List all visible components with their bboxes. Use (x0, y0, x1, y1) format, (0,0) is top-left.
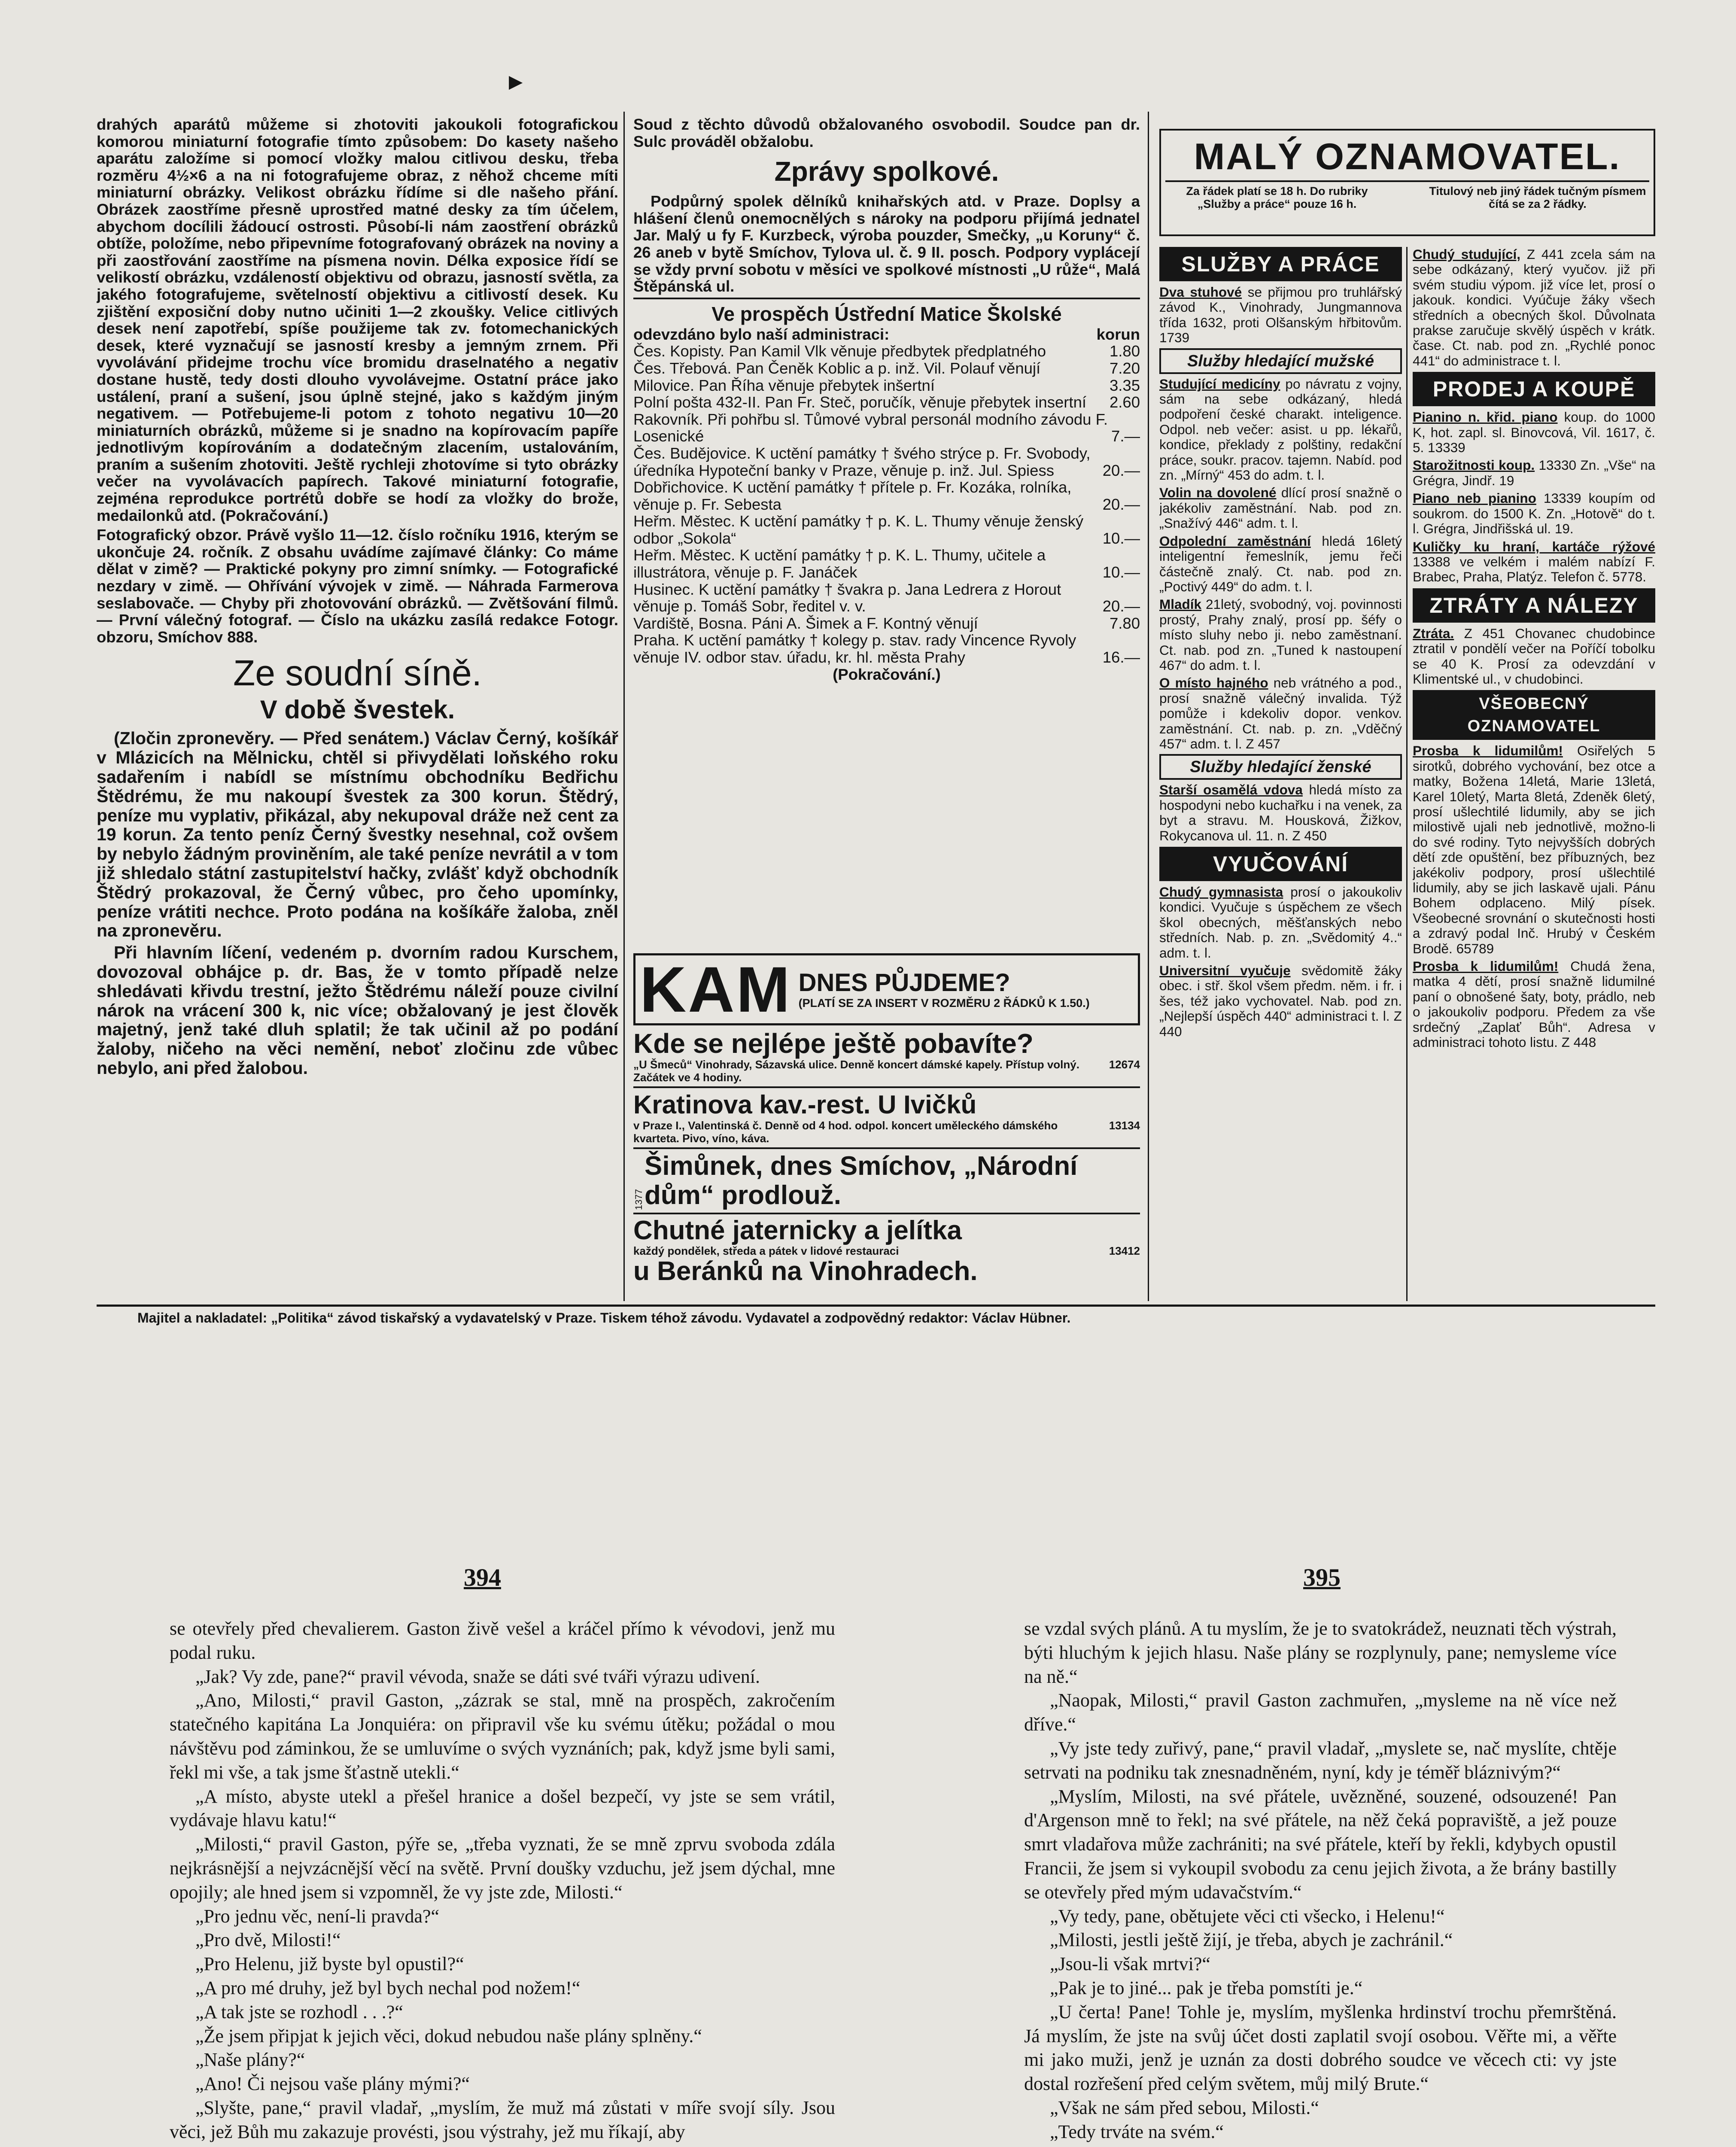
ad-prosba-1-head: Prosba k lidumilům! (1413, 743, 1563, 759)
donation-amount: 1.80 (1109, 342, 1140, 360)
left-para-10: „A tak jste se rozhodl . . .?“ (195, 2001, 403, 2022)
publisher-line: Majitel a nakladatel: „Politika“ závod tiskařský a vydavatelský v Praze. Tiskem téhož závodu. Vydavatel a zodpovědný redaktor: Václav Hübner. (137, 1310, 1071, 1326)
right-para-11: „Tedy trváte na svém.“ (1050, 2121, 1224, 2142)
section-services: SLUŽBY A PRÁCE (1159, 247, 1402, 281)
ad-afternoon (1159, 534, 1402, 595)
matice-unit-label: korun (1096, 325, 1140, 343)
ad-marbles (1413, 539, 1655, 585)
ad-vdova-text: hledá místo za hospodyni nebo kuchařku i na venek, za byt a stravu. M. Housková, Žižkov, Rokycanova ul. 11. n. (1159, 782, 1402, 843)
left-para-5: „Milosti,“ pravil Gaston, pýře se, „třeba vyznati, že se mně zprvu svoboda zdála nejkrásnější a nejvzácnější věcí na světě. První doušky vzduchu, jež jsem dýchal, mne opojily; ale hned jsem si vzpomněl, že vy jste zde, Milosti.“ (170, 1834, 835, 1903)
ad-mladik-head: Mladík (1159, 596, 1202, 612)
ad-jaternicky-text: každý pondělek, středa a pátek v lidové restauraci (633, 1244, 899, 1257)
right-para-10: „Však ne sám před sebou, Milosti.“ (1050, 2097, 1319, 2118)
donations-list (633, 343, 1140, 666)
left-para-7: „Pro dvě, Milosti!“ (195, 1929, 341, 1951)
ad-ztrata-text: Chovanec chudobince ztratil v pondělí večer na Poříčí tobolku se 40 K. Prosí za odevzdání v Klimentské ul., v chudobinci. (1413, 625, 1655, 687)
ad-student-text: zcela sám na sebe odkázaný, který vyučov. již při svém studiu výpom. již více let, prosí o jakouk. kondici. Vyúčuje žáky všech středních a obecných škol. Důvolnata prakse zaručuje skvělý úspěch v krátk. čase. Ct. nab. pod zn. „Rychlé ponoc 441“ do administrace t. l. (1413, 247, 1655, 368)
ad-ztrata (1413, 626, 1655, 687)
ad-pianino (1413, 410, 1655, 455)
donation-row (633, 411, 1140, 445)
ad-mladik-text: 21letý, svobodný, voj. povinnosti prostý, Prahy znalý, prosí pp. šéfy o místo sluhy nebo ji. nebo zaměstnaní. Ct. nab. pod zn. „Tuned k nastoupení 467“ do adm. t. l. (1159, 596, 1402, 673)
ad-hajny (1159, 675, 1402, 751)
donation-text: Vardiště, Bosna. Páni A. Šimek a F. Kontný věnují (633, 614, 978, 632)
ad-afternoon-head: Odpolední zaměstnání (1159, 533, 1311, 549)
book-page-right (1024, 1617, 1617, 2147)
donation-amount: 10.— (1102, 529, 1140, 547)
ad-kratina-title: Kratinova kav.-rest. U Ivičků (633, 1090, 977, 1119)
donations-continued: (Pokračování.) (833, 665, 941, 683)
column-rule-3 (1406, 247, 1408, 1301)
donation-amount: 3.35 (1109, 376, 1140, 394)
clubs-notice: Podpůrný spolek dělníků knihařských atd. v Praze. Doplsy a hlášení členů onemocnělých s nároky na podporu přijímá jednatel Jar. Malý u fy F. Kurzbeck, výroba pouzder, Smečky, „u Koruny“ č. 26 aneb v bytě Smíchov, Tylova ul. č. 9 II. posch. Podpory vyplácejí se vždy první sobotu v měsíci ve spolkové místnosti „U růže“, Malá Štěpánská ul. (633, 192, 1140, 295)
ad-piano-text: koupím od soukrom. do 1500 K. Zn. „Hotově“ do t. l. Grégra, Jindřišská ul. 19. (1413, 490, 1655, 537)
ad-universitni-number: Z 440 (1159, 1008, 1402, 1039)
ad-pianino-text: koup. do 1000 K, hot. zapl. sl. Binovcová, Vil. 1617, č. 5. (1413, 409, 1655, 456)
ad-volin-text: dlící prosí snažně o jakékoliv zaměstnání. Nab. pod zn. „Snažívý 446“ adm. t. l. (1159, 485, 1402, 531)
verdict-text: Soud z těchto důvodů obžalovaného osvobodil. Soudce pan dr. Sulc prováděl obžalobu. (633, 116, 1140, 150)
ad-jaternicky-number: 13412 (1109, 1244, 1140, 1257)
left-para-3: „Ano, Milosti,“ pravil Gaston, „zázrak se stal, mně na prospěch, zakročením statečného kapitána La Jonquiéra: on připravil vše ku svému útěku; požádal o mou návštěvu pod záminkou, že se umluvíme o svých vyznáních; pak, když jsme byli sami, řekl mi vše, a tak jsme šťastně utekli.“ (170, 1690, 835, 1783)
ad-simunek-title: Šimůnek, dnes Smíchov, „Národní dům“ prodlouž. (645, 1151, 1078, 1210)
donation-amount: 20.— (1102, 461, 1140, 479)
donation-amount: 20.— (1102, 597, 1140, 615)
right-para-7: „Jsou-li však mrtvi?“ (1050, 1953, 1210, 1975)
kam-header (633, 953, 1140, 1025)
ad-gymnasista-text: prosí o jakoukoliv kondici. Vyučuje s úspěchem ze všech škol obecných, měšťanských nebo středních. Nab. p. zn. „Svědomitý 4..“ adm. t. l. (1159, 884, 1402, 961)
ad-kratina-number: 13134 (1109, 1119, 1140, 1132)
ad-simunek-side: 1377 (633, 1189, 644, 1210)
column-photo-court (97, 116, 618, 1314)
right-para-3: „Vy jste tedy zuřivý, pane,“ pravil vladař, „myslete se, nač myslíte, chtěje setrvati na podniku tak znesnadněném, nyní, kdy je téměř bláznivým?“ (1024, 1737, 1617, 1783)
photo-article-para1: drahých aparátů můžeme si zhotoviti jakoukoli fotografickou komorou miniaturní fotografie tímto způsobem: Do kasety našeho aparátu založíme si pomocí vložky malou citlivou desku, třeba rozměru 4½×6 a na ni fotografujeme obraz, z něhož chceme míti miniaturní obrázky. Velikost obrázku řídíme si dle našeho přání. Obrázek zaostříme přesně uprostřed matné desky za tím účelem, abychom docílili žádoucí ostrosti. Působí-li nám zaostření obrázků obtíže, položíme, nebo připevníme fotografovaný obrázek na noviny a při zaostřování zaostříme na písmena novin. Délka exposice řídí se velikostí obrázku, vzdáleností objektivu od obrazu, jasností světla, za jakého fotografujeme, světelností objektivu a citlivostí desek. Ku zjištění exposiční doby nutno učiniti 1—2 zkoušky. Velice citlivých desek není zapotřebí, spíše použijeme tak zv. fotomechanických desek, které vyznačují se jasností kresby a jemným zrnem. Při vyvolávání přidejme trochu více bromidu draselnatého a negativ dostane hustě, tedy dosti dlouho vyvolávejme. Ostatní práce jako ustálení, praní a sušení, jsou úplně stejné, jako s každým jiným negativem. — Potřebujeme-li potom z tohoto negativu 10—20 miniaturních obrázků, můžeme si je snadno na kopírovacím papíře jednotlivým kopírováním a dodatečným zlacením, ustalováním, praním a sušením zhotoviti. Ještě rychleji zhotovíme si tyto obrázky večer na vyvolávacích papírech. Takové miniaturní fotografie, zejména reprodukce portrétů dobře se hodí za vložky do brože, medailonků atd. (Pokračování.) (97, 116, 618, 524)
donation-text: Husinec. K uctění památky † švakra p. Jana Ledrera z Horout věnuje p. Tomáš Sobr, ředitel v. v. (633, 580, 1061, 615)
ad-kratina (633, 1091, 1140, 1145)
ad-jaternicky-title: Chutné jaternicky a jelítka (633, 1216, 962, 1245)
right-para-4: „Myslím, Milosti, na své přátele, uvězněné, souzené, odsouzené! Pan d'Argenson mně to řekl; na své přátele, na něž čeká popraviště, a jež pouze smrt vladařova může zachrániti; na své přátele, kteří by řekli, kdybych opustil Francii, že jsem si vykoupil svobodu za cenu jejich života, a že brány bastilly se otevřely před mým udavačstvím.“ (1024, 1785, 1617, 1903)
kam-sub (799, 969, 1090, 1010)
ad-medic (1159, 377, 1402, 483)
donation-amount: 7.80 (1109, 614, 1140, 632)
ad-hajny-head: O místo hajného (1159, 675, 1268, 691)
donation-amount: 20.— (1102, 495, 1140, 513)
donation-text: Čes. Třebová. Pan Čeněk Koblic a p. inž. Vil. Polauf věnují (633, 359, 1041, 377)
ad-marbles-text: ve velkém i malém nabízí F. Brabec, Praha, Platýz. Telefon č. 5778. (1413, 553, 1655, 585)
ad-student-head: Chudý studující, (1413, 247, 1521, 262)
right-para-5: „Vy tedy, pane, obětujete věci cti všecko, i Helenu!“ (1050, 1905, 1445, 1927)
ad-smecu (633, 1029, 1140, 1084)
ad-medic-text: po návratu z vojny, sám na sebe odkázaný, hledá podpoření české charakt. inteligence. Odpol. neb večer: asist. u pp. lékařů, kondice, překlady z polštiny, redakční práce, soukr. pracov. tajemn. Nabíd. pod zn. „Mírný“ 453 do adm. t. l. (1159, 376, 1402, 483)
ad-vdova (1159, 782, 1402, 843)
ad-kratina-body (633, 1119, 1140, 1145)
court-article-para2: Při hlavním líčení, vedeném p. dvorním radou Kurschem, dovozoval obhájce p. dr. Bas, že v tomto případě nelze shledávati křivdu trestní, ježto Štědrému náleží pouze civilní nárok na vrácení 300 k, nic více; obžalovaný je jest člověk majetný, jenž také dluh splatil; že tak učinil až po podání žaloby, ničeho na věci nemění, neboť zločinu zde vůbec nebylo, ani před žalobou. (97, 943, 618, 1078)
kam-question: DNES PŮJDEME? (798, 969, 1010, 997)
ad-hajny-text: neb vrátného a pod., prosí snažně válečný invalida. Týž pomůže i kdekoliv dopor. venkov. zaměstnání. Ct. nab. p. zn. „Vděčný 457“ adm. t. l. (1159, 675, 1402, 751)
ad-prosba-2 (1413, 959, 1655, 1050)
ad-medic-head: Studující medicíny (1159, 376, 1280, 392)
donation-text: Praha. K uctění památky † kolegy p. stav. rady Vincence Ryvoly věnuje IV. odbor stav. úřadu, kr. hl. města Prahy (633, 631, 1076, 666)
ad-afternoon-text: hledá 16letý inteligentní řemeslník, jemu řeči částečně znalý. Ct. nab. pod zn. „Poctivý 449“ do adm. t. l. (1159, 533, 1402, 594)
left-para-11: „Že jsem připjat k jejich věci, dokud nebudou naše plány splněny.“ (195, 2025, 702, 2047)
column-clubs-matice (633, 116, 1140, 936)
page-number-right: 395 (1303, 1563, 1341, 1591)
ad-smecu-body (633, 1058, 1140, 1084)
kam-price-note: (PLATÍ SE ZA INSERT V ROZMĚRU 2 ŘÁDKŮ K 1.50.) (798, 997, 1090, 1010)
ad-marbles-head: Kuličky ku hraní, kartáče rýžové (1413, 538, 1655, 554)
right-para-1: se vzdal svých plánů. A tu myslím, že je to svatokrádež, neuznati těch výstrah, býti hluchým k jejich hlasu. Naše plány se rozplynuly, pane; nemysleme více na ně.“ (1024, 1618, 1617, 1687)
matice-rule (633, 298, 1140, 299)
donation-row (633, 394, 1140, 411)
ad-universitni (1159, 963, 1402, 1039)
donation-row (633, 581, 1140, 615)
ad-student (1413, 247, 1655, 368)
ad-antiques-text: Zn. „Vše“ na Grégra, Jindř. 19 (1413, 457, 1655, 488)
left-para-4: „A místo, abyste utekl a přešel hranice a došel bezpečí, vy jste se sem vrátil, vydávaje hlavu katu!“ (170, 1785, 835, 1831)
donation-row (633, 615, 1140, 632)
ad-jaternicky-body (633, 1244, 1140, 1257)
ad-smecu-text: „U Šmeců“ Vinohrady, Sázavská ulice. Denně koncert dámské kapely. Přístup volný. Začátek ve 4 hodiny. (633, 1058, 1079, 1084)
donation-row (633, 343, 1140, 360)
donation-row (633, 632, 1140, 666)
ad-ztrata-head: Ztráta. (1413, 625, 1454, 641)
sub-men-seeking: Služby hledající mužské (1159, 348, 1402, 374)
ad-antiques (1413, 458, 1655, 488)
page-number-left: 394 (464, 1563, 501, 1591)
masthead-rate-right: Titulový neb jiný řádek tučným písmem čítá se za 2 řádky. (1429, 185, 1646, 210)
left-para-12: „Naše plány?“ (195, 2049, 305, 2071)
donation-amount: 16.— (1102, 648, 1140, 666)
clubs-heading: Zprávy spolkové. (774, 156, 999, 187)
donation-text: Dobřichovice. K uctění památky † přítele p. Fr. Kozáka, rolníka, věnuje p. Fr. Sebesta (633, 478, 1072, 513)
column-classifieds-a (1159, 247, 1402, 1303)
section-buy-sell: PRODEJ A KOUPĚ (1413, 372, 1655, 406)
ad-prosba-1-text: Osiřelých 5 sirotků, dobrého vychování, bez otce a matky, Božena 14letá, Marie 13letá, Karel 10letý, Marta 8letá, Zdeněk 6letý, prosí ušlechtilé lidumily, aby se jich milostivě ujali neb jednotlivě, možno-li do své rodiny. Tyto nejvyšších dobrých dětí zde opuštění, bez příbuzných, bez jakékoliv podpory, prosí ušlechtilé lidumily, aby se jich laskavě ujali. Pánu Bohem odplaceno. Milý písek. Všeobecné srovnání o skutečnosti hosti a zdravý podal Inč. Hrubý v Českém Brodě. (1413, 743, 1655, 956)
section-tutoring: VYUČOVÁNÍ (1159, 847, 1402, 881)
ad-ztrata-number: Z 451 (1464, 625, 1505, 641)
ad-gymnasista (1159, 885, 1402, 961)
ad-simunek (633, 1152, 1140, 1210)
ad-kratina-text: v Praze I., Valentinská č. Denně od 4 hod. odpol. koncert uměleckého dámského kvarteta. Pivo, víno, káva. (633, 1119, 1058, 1145)
left-para-9: „A pro mé druhy, jež byl bych nechal pod nožem!“ (195, 1977, 581, 1998)
donation-text: Milovice. Pan Říha věnuje přebytek inšertní (633, 376, 935, 394)
right-para-9: „U čerta! Pane! Tohle je, myslím, myšlenka hrdinství trochu přemrštěná. Já myslím, že jste na svůj účet dosti zaplatil svojí osobou. Věřte mi, a věřte mi jako muži, jenž je uznán za dosti dobrého soudce ve věcech cti: vy jste dostal rozřešení před celým světem, můj milý Brute.“ (1024, 2001, 1617, 2095)
ad-stuhove-number: 1739 (1159, 330, 1190, 346)
donation-text: Čes. Budějovice. K uctění památky † švého strýce p. Fr. Svobody, úředníka Hypoteční banky v Praze, věnuje p. inž. Jul. Spiess (633, 444, 1091, 479)
kam-big-text: KAM (640, 953, 792, 1025)
ad-antiques-head: Starožitnosti koup. (1413, 457, 1535, 473)
masthead-rates (1165, 185, 1649, 210)
court-article-title: V době švestek. (260, 695, 455, 724)
column-rule-1 (623, 112, 625, 1301)
donation-text: Heřm. Městec. K uctění památky † p. K. L. Thumy věnuje ženský odbor „Sokola“ (633, 512, 1084, 547)
ad-gymnasista-head: Chudý gymnasista (1159, 884, 1283, 900)
ad-pianino-number: 13339 (1428, 440, 1465, 456)
ad-piano-head: Piano neb pianino (1413, 490, 1536, 506)
ad-volin-head: Volin na dovolené (1159, 485, 1277, 501)
ad-piano (1413, 491, 1655, 536)
left-para-13: „Ano! Či nejsou vaše plány mými?“ (195, 2073, 470, 2095)
ad-rule-2 (633, 1147, 1140, 1149)
donation-row (633, 360, 1140, 377)
donation-row (633, 513, 1140, 547)
court-section-heading: Ze soudní síně. (233, 653, 482, 693)
book-page-left (170, 1617, 835, 2147)
ad-piano-number: 13339 (1543, 490, 1581, 506)
court-article-para1: (Zločin zpronevěry. — Před senátem.) Václav Černý, košíkář v Mlázicích na Mělnicku, chtěl si přivydělati loňského roku sadařením i nabídl se místnímu obchodníku Bedřichu Štědrému, že mu nakoupí švestek za 300 korun. Štědrý, peníze mu vyplativ, přikázal, aby nekupoval dráže než cent za 19 korun. Za tento peníz Černý švestky nesehnal, což ovšem by nebylo žádným proviněním, ale také peníze nevrátil a v tom již shledalo státní zastupitelství hačky, zvlášť když obchodník Štědrý prokazoval, že Černý vůbec, pro čeho upomínky, peníze vrátiti nechce. Proto podána na košíkáře žaloba, zněl na zpronevěru. (97, 728, 618, 941)
donation-text: Polní pošta 432-II. Pan Fr. Steč, poručík, věnuje přebytek insertní (633, 393, 1087, 411)
ad-smecu-number: 12674 (1109, 1058, 1140, 1071)
donation-amount: 10.— (1102, 563, 1140, 581)
donation-text: Rakovník. Při pohřbu sl. Tůmové vybral personál modního závodu F. Losenické (633, 410, 1108, 445)
ad-smecu-title: Kde se nejlépe ještě pobavíte? (633, 1028, 1034, 1059)
right-para-6: „Milosti, jestli ještě žijí, je třeba, abych je zachránil.“ (1050, 1929, 1453, 1951)
matice-sub-label: odevzdáno bylo naší administraci: (633, 325, 890, 343)
left-para-6: „Pro jednu věc, není-li pravda?“ (195, 1905, 440, 1927)
ad-vdova-number: Z 450 (1292, 827, 1327, 843)
ad-jaternicky (633, 1217, 1140, 1286)
donation-row (633, 377, 1140, 394)
photo-article-para2: Fotografický obzor. Právě vyšlo 11—12. číslo ročníku 1916, kterým se ukončuje 24. ročník. Z obsahu uvádíme zajímavé články: Co máme dělat v zimě? — Praktické pokyny pro zimní snímky. — Fotografické nezdary v zimě. — Ohřívání vývojek v zimě. — Náhrada Farmerova seslabovače. — Chyby při zhotovování obrázků. — Zvětšování filmů. — První válečný fotograf. — Číslo na ukázku zasílá redakce Fotogr. obzoru, Smíchov 888. (97, 526, 618, 646)
ad-prosba-2-number: Z 448 (1561, 1034, 1596, 1050)
donation-amount: 7.20 (1109, 359, 1140, 377)
donation-row (633, 445, 1140, 479)
ad-jaternicky-place: u Beránků na Vinohradech. (633, 1256, 978, 1286)
ad-prosba-2-text: Chudá žena, matka 4 dětí, prosí snažně lidumilné paní o obnošené šaty, boty, prádlo, neb o jakoukoliv podporu. Předem za vše srdečný „Zaplať Bůh“. Adresa v administraci tohoto listu. (1413, 958, 1655, 1050)
masthead-rate-left: Za řádek platí se 18 h. Do rubriky „Služby a práce“ pouze 16 h. (1186, 185, 1368, 210)
donation-amount: 7.— (1111, 427, 1140, 445)
ad-universitni-head: Universitní vyučuje (1159, 963, 1291, 979)
right-para-2: „Naopak, Milosti,“ pravil Gaston zachmuřen, „mysleme na ně více než dříve.“ (1024, 1690, 1617, 1735)
ad-volin (1159, 485, 1402, 531)
ad-prosba-1-number: 65789 (1456, 940, 1494, 956)
ad-prosba-1 (1413, 743, 1655, 956)
donation-amount: 2.60 (1109, 393, 1140, 411)
ad-rule-3 (633, 1213, 1140, 1214)
ad-stuhove (1159, 285, 1402, 346)
donation-text: Heřm. Městec. K uctění památky † p. K. L. Thumy, učitele a illustrátora, věnuje p. F. Janáček (633, 546, 1046, 581)
ad-prosba-2-head: Prosba k lidumilům! (1413, 958, 1559, 974)
top-mark: ▶ (509, 71, 523, 92)
masthead-title: MALÝ OZNAMOVATEL. (1165, 133, 1649, 182)
ad-rule-1 (633, 1086, 1140, 1088)
ad-stuhove-text: se přijmou pro truhlářský závod K., Vinohrady, Jungmannova třída 1632, proti Olšanským hřbitovům. (1159, 284, 1402, 330)
ad-antiques-number: 13330 (1538, 457, 1577, 473)
section-general: VŠEOBECNÝ OZNAMOVATEL (1413, 690, 1655, 740)
right-para-8: „Pak je to jiné... pak je třeba pomstíti je.“ (1050, 1977, 1363, 1998)
ad-hajny-number: Z 457 (1246, 736, 1280, 751)
ad-vdova-head: Starší osamělá vdova (1159, 782, 1303, 798)
sub-women-seeking: Služby hledající ženské (1159, 754, 1402, 780)
left-para-8: „Pro Helenu, již byste byl opustil?“ (195, 1953, 464, 1975)
entertainment-ads (633, 953, 1140, 1301)
donation-row (633, 547, 1140, 581)
ad-student-number: Z 441 (1526, 247, 1564, 262)
classifieds-masthead (1159, 129, 1655, 236)
ad-pianino-head: Pianino n. křid. piano (1413, 409, 1558, 425)
matice-subheading (633, 326, 1140, 343)
section-lost-found: ZTRÁTY A NÁLEZY (1413, 588, 1655, 623)
left-para-14: „Slyšte, pane,“ pravil vladař, „myslím, že muž má zůstati v míře svojí síly. Jsou věci, jež Bůh mu zakazuje provésti, jsou výstrahy, jež mu říkají, aby (170, 2097, 835, 2142)
column-classifieds-b (1413, 247, 1655, 1303)
donation-text: Čes. Kopisty. Pan Kamil Vlk věnuje předbytek předplatného (633, 342, 1046, 360)
left-para-2: „Jak? Vy zde, pane?“ pravil vévoda, snaže se dáti své tváři výrazu udivení. (195, 1666, 760, 1687)
ad-mladik (1159, 597, 1402, 673)
ad-stuhove-head: Dva stuhové (1159, 284, 1242, 300)
column-rule-2 (1148, 112, 1149, 1301)
footer-rule (97, 1305, 1655, 1307)
ad-marbles-number: 13388 (1413, 553, 1450, 569)
ad-universitni-text: svědomitě žáky obec. i stř. škol všem předm. něm. i fr. i šes, též jako vychovatel. Nab. pod zn. „Nejlepší úspěch 440“ administraci t. l. (1159, 963, 1402, 1024)
left-para-1: se otevřely před chevalierem. Gaston živě vešel a kráčel přímo k vévodovi, jenž mu podal ruku. (170, 1618, 835, 1663)
matice-heading: Ve prospěch Ústřední Matice Školské (711, 302, 1062, 325)
donation-row (633, 479, 1140, 513)
